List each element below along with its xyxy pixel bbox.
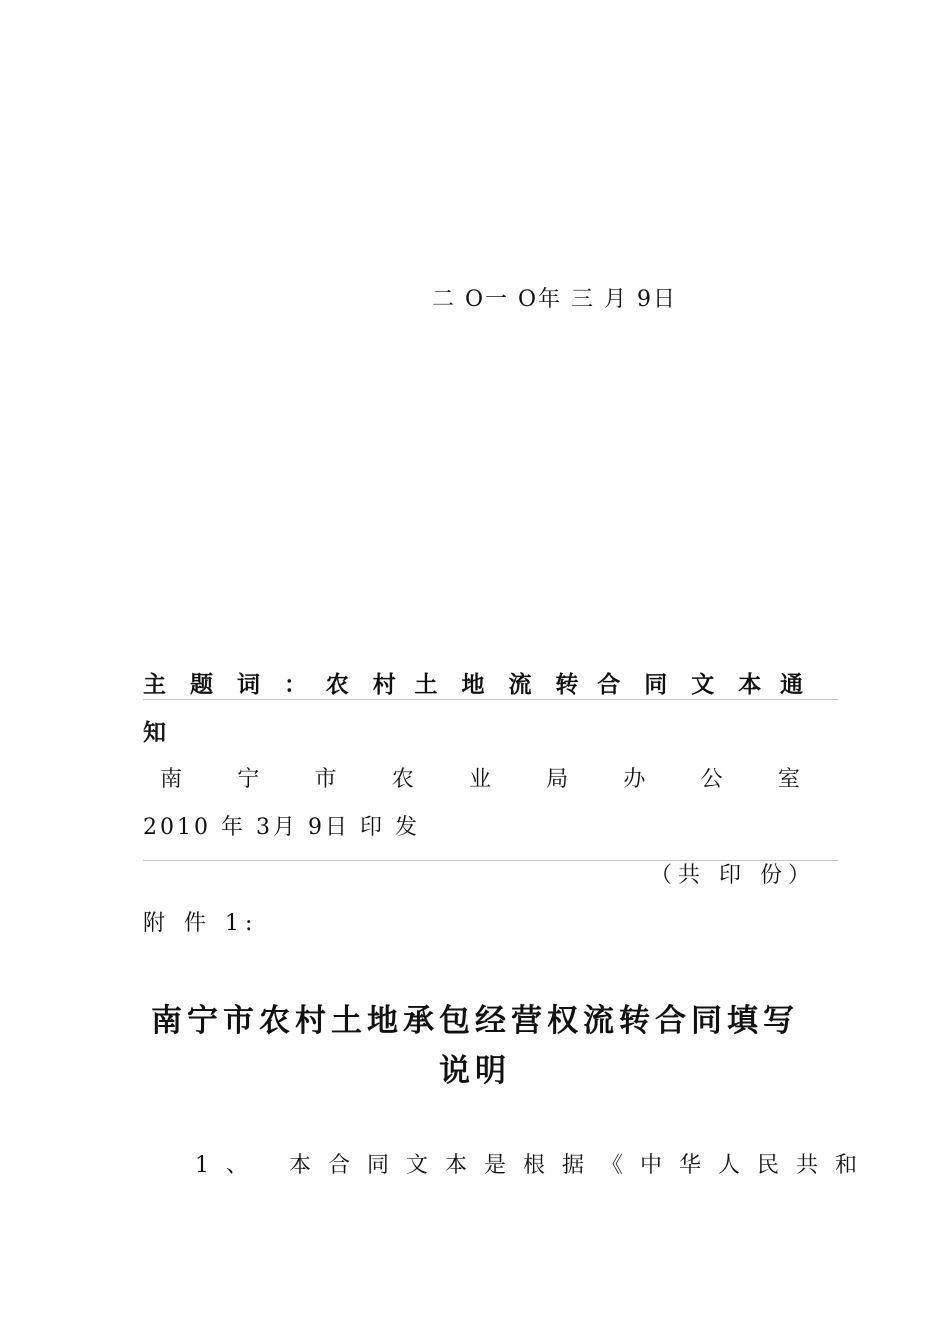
document-title [150,996,800,1096]
issuer-char: 室 [777,767,800,792]
issuer-char: 公 [700,767,723,792]
issue-date-chinese: 二 O一 O年 三 月 9日 [432,287,678,312]
subject-keyword-1: 农 村 [325,671,404,698]
issuer-char: 局 [546,767,569,792]
issuer-char: 业 [468,767,491,792]
document-title-line-2: 说明 [439,1053,511,1089]
attachment-label: 附 件 1: [143,911,259,936]
paragraph-1: 1、 本合同文本是根据《中华人民共和 [195,1153,874,1178]
issuer-char: 南 [160,767,183,792]
print-issue-date: 2010 年 3月 9日 印 发 [143,815,420,840]
document-title-line-1: 南宁市农村土地承包经营权流转合同填写 [151,1003,799,1039]
issuer-char: 市 [314,767,337,792]
subject-keyword-3: 合 同 文 本 [597,671,770,698]
subject-keyword-4: 通 [779,671,803,698]
issuer-name [160,762,800,793]
subject-keyword-2: 土 地 流 转 [414,671,587,698]
subject-label: 主 题 词 ： [143,671,316,698]
issuer-char: 办 [623,767,646,792]
divider [143,699,838,700]
issuer-char: 宁 [237,767,260,792]
issuer-char: 农 [391,767,414,792]
subject-keywords-line [143,666,803,699]
subject-tail: 知 [143,719,166,746]
copies-count: （共 印 份） [650,863,816,888]
